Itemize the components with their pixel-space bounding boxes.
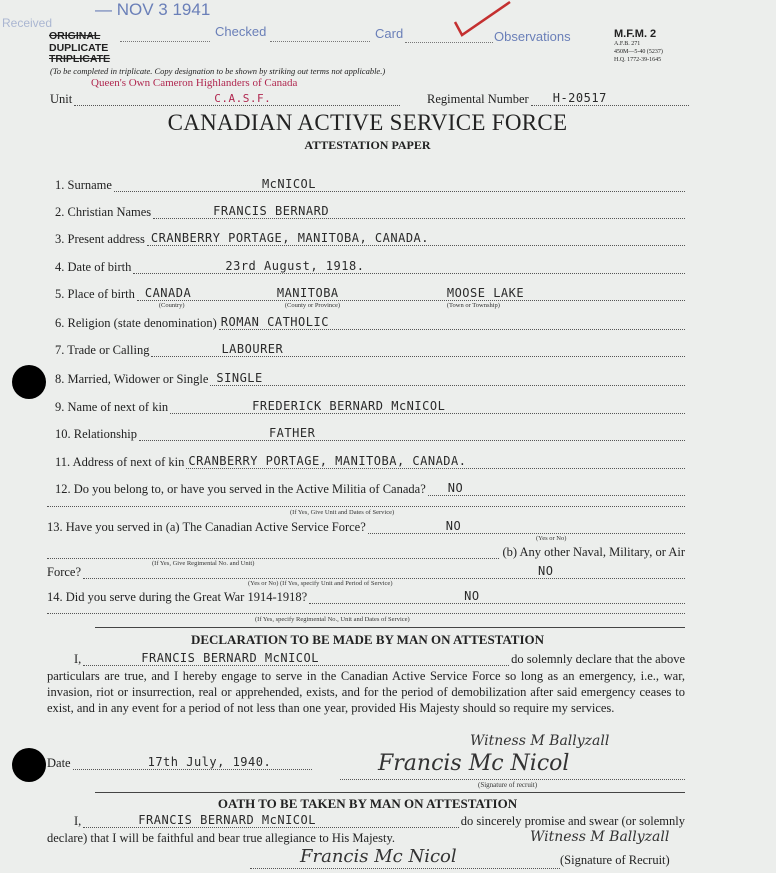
field-value: SINGLE [216,371,263,385]
field-label: 1. Surname [55,178,112,192]
field-value: NO [464,589,480,603]
declaration-body: particulars are true, and I hereby engage to serve in the Canadian Active Service Force so long as an emergency, i.e., war, invasion, riot or insurrection, real or apprehended, exists, and for the period of demobilization after said emergency ceases to exist, and in any event for a period of not less than one year, provided His Majesty should so require my services. [47,669,685,715]
oath-heading: OATH TO BE TAKEN BY MAN ON ATTESTATION [217,796,518,811]
declaration-name-line [74,652,685,666]
checked-dotted-line [270,41,370,42]
oath-signature-caption: (Signature of Recruit) [560,853,670,867]
check-mark-icon [450,0,520,40]
oath-name: FRANCIS BERNARD McNICOL [138,813,316,827]
copy-duplicate: DUPLICATE [49,41,109,54]
field-value: NO [445,519,462,533]
unit-label: Unit [50,92,73,106]
field-place-of-birth [55,285,685,309]
unit-value: C.A.S.F. [214,92,272,105]
field-q13b-force [47,563,685,579]
caption-q12: (If Yes, Give Unit and Dates of Service) [290,509,395,516]
field-next-of-kin [55,398,685,414]
field-label: 10. Relationship [55,427,137,441]
field-q14 [47,588,685,604]
field-value: LABOURER [221,342,284,356]
section-divider [95,627,685,628]
oath-text-1: do sincerely promise and swear (or solemnly [460,814,685,828]
field-value: CRANBERRY PORTAGE, MANITOBA, CANADA. [188,454,467,468]
field-present-address [55,230,685,246]
caption-country: (Country) [158,302,185,309]
punch-hole [12,365,46,399]
form-ref-2: 450M—5-40 (5237) [614,49,663,55]
field-label: Force? [47,565,82,579]
copy-triplicate: TRIPLICATE [49,53,111,65]
oath-recruit-signature: Francis Mc Nicol [300,846,457,867]
form-ref-1: A.F.B. 271 [614,41,641,47]
form-number: M.F.M. 2 [614,28,657,40]
field-label: 6. Religion (state denomination) [55,316,217,330]
regimental-number-field [427,92,689,106]
field-label: 4. Date of birth [55,260,132,274]
field-label: 3. Present address [55,232,145,246]
caption-q13b: (If Yes, Give Regimental No. and Unit) [152,560,255,567]
caption-town: (Town or Township) [446,302,500,309]
field-label: 11. Address of next of kin [55,455,185,469]
signature-caption: (Signature of recruit) [478,781,538,789]
field-label: 9. Name of next of kin [55,400,169,414]
field-label: 8. Married, Widower or Single [55,372,209,386]
field-value: NO [447,481,464,495]
instruction-text: (To be completed in triplicate. Copy designation to be shown by striking out terms not applicable.) [50,66,386,76]
field-value: ROMAN CATHOLIC [220,315,329,329]
oath-divider [95,792,685,793]
regimental-number-value: H-20517 [552,91,607,105]
declaration-i: I, [74,652,82,666]
unit-stamp: Queen's Own Cameron Highlanders of Canada [91,77,298,89]
field-religion [55,314,685,330]
punch-hole [12,748,46,782]
field-christian-names [55,203,685,219]
field-label: 2. Christian Names [55,205,152,219]
birth-country: CANADA [144,286,192,300]
field-value: FATHER [268,426,316,440]
declaration-name: FRANCIS BERNARD McNICOL [141,651,319,665]
caption-yes-no: (Yes or No) [536,535,567,542]
field-label: 13. Have you served in (a) The Canadian Active Service Force? [47,520,366,534]
field-date-of-birth [55,258,685,274]
birth-province: MANITOBA [276,286,339,300]
field-label: 12. Do you belong to, or have you served in the Active Militia of Canada? [55,482,426,496]
oath-i: I, [74,814,82,828]
recruit-signature: Francis Mc Nicol [378,751,570,776]
date-value: 17th July, 1940. [147,755,272,769]
field-surname [55,176,685,192]
q12-dotted-line [47,506,685,507]
field-label: (b) Any other Naval, Military, or Air [502,545,685,559]
field-value: NO [538,564,554,578]
copy-original: ORIGINAL [49,30,101,42]
caption-q14b: (If Yes, specify Regimental No., Unit and Dates of Service) [255,616,410,623]
card-label: Card [375,26,404,41]
signature-dotted-line [340,779,685,780]
date-stamp-text: NOV 3 1941 [116,0,211,19]
field-active-militia [55,480,685,496]
caption-province: (County or Province) [284,302,341,309]
field-label: 5. Place of birth [55,287,135,301]
copy-designation [49,31,110,66]
declaration-date-field [47,756,312,770]
birth-town: MOOSE LAKE [446,286,525,300]
page-subtitle: ATTESTATION PAPER [304,138,431,152]
page-title: CANADIAN ACTIVE SERVICE FORCE [167,110,568,135]
oath-witness-signature: Witness M Ballyzall [530,829,670,845]
oath-name-line [74,814,685,828]
field-value: McNICOL [261,177,317,191]
received-dotted-line [120,41,210,42]
field-label: 7. Trade or Calling [55,343,150,357]
card-dotted-line [405,42,493,43]
field-q13b [47,543,685,559]
observations-label: Observations [494,29,571,44]
field-next-of-kin-address [55,453,685,469]
field-relationship [55,425,685,441]
form-ref-3: H.Q. 1772-39-1645 [614,57,662,63]
date-received-stamp: — NOV 3 1941 [95,0,211,19]
field-label: 14. Did you serve during the Great War 1914-1918? [47,590,308,604]
caption-q14: (Yes or No) (If Yes, specify Unit and Period of Service) [248,580,393,587]
unit-field [50,92,400,106]
form-reference [614,28,663,64]
field-value: CRANBERRY PORTAGE, MANITOBA, CANADA. [150,231,430,245]
field-value: FRANCIS BERNARD [213,204,330,218]
received-label: Received [2,16,53,30]
date-label: Date [47,756,71,770]
oath-signature-dotted-line [250,868,560,869]
field-marital-status [55,370,685,386]
declaration-witness-signature: Witness M Ballyzall [470,733,610,749]
declaration-heading: DECLARATION TO BE MADE BY MAN ON ATTESTATION [190,632,545,647]
regimental-number-label: Regimental Number [427,92,529,106]
declaration-text-1: do solemnly declare that the above [511,652,685,666]
q14-dotted-line [47,613,685,614]
field-q13a [47,518,685,534]
checked-label: Checked [215,24,267,39]
field-value: 23rd August, 1918. [225,259,365,273]
field-value: FREDERICK BERNARD McNICOL [252,399,446,413]
oath-body: declare) that I will be faithful and bear true allegiance to His Majesty. [47,831,396,845]
field-trade [55,341,685,357]
